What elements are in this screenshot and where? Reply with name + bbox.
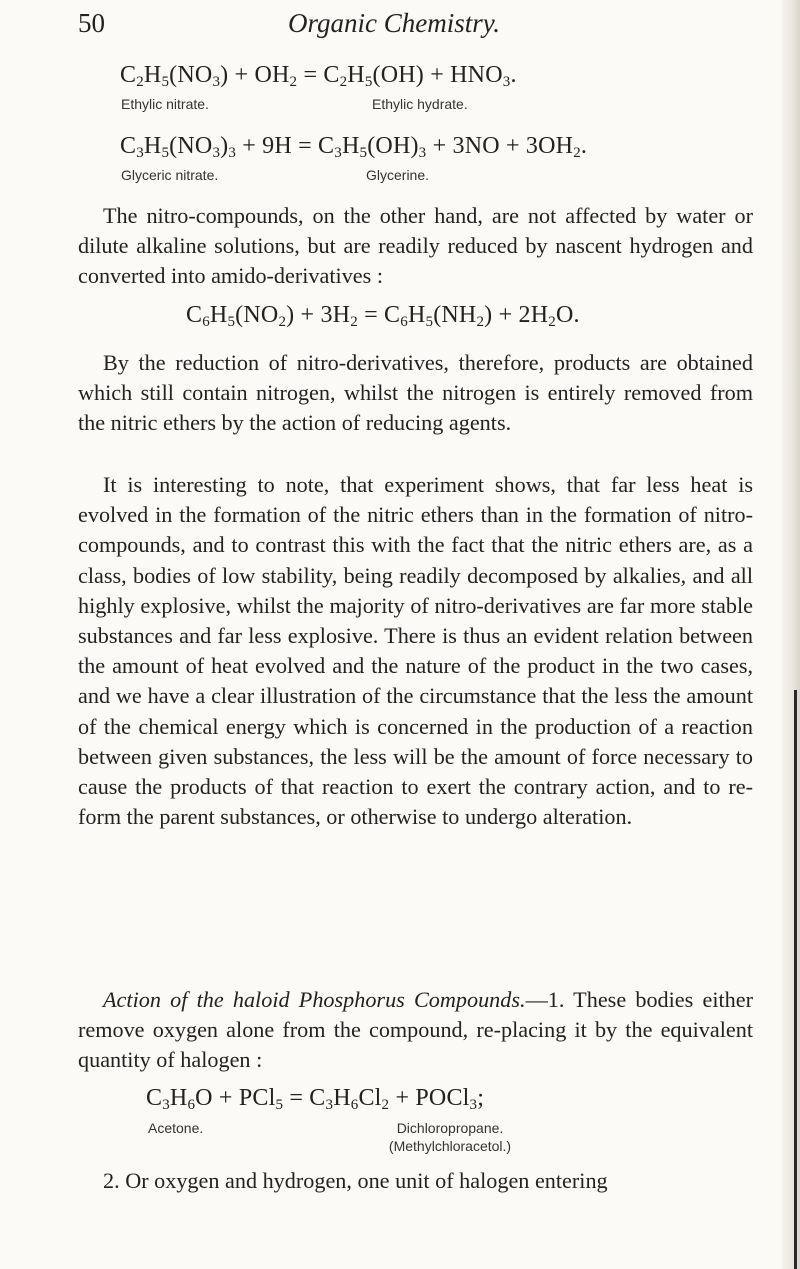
page-edge-shadow (782, 0, 800, 1269)
paragraph-haloid-body: —1. These bodies either remove oxygen alone from the compound, re-placing it by the equivalent quantity of halogen : (78, 987, 753, 1073)
paragraph-heat-evolved: It is interesting to note, that experiment shows, that far less heat is evolved in the formation of the nitric ethers than in the formation of nitro-compounds, and to contrast this with the fact that the nitric ethers are, as a class, bodies of low stability, being readily decomposed by alkalies, and all highly explosive, whilst the majority of nitro-derivatives are far more stable substances and far less explosive. There is thus an evident relation between the amount of heat evolved and the nature of the product in the two cases, and we have a clear illustration of the circumstance that the less the amount of the chemical energy which is concerned in the production of a reaction between given substances, the less will be the amount of force necessary to cause the products of that reaction to exert the contrary action, and to re-form the parent substances, or otherwise to undergo alteration. (78, 472, 753, 830)
page-header (78, 8, 758, 48)
running-title: Organic Chemistry. (288, 8, 500, 38)
caption-acetone: Acetone. (148, 1120, 204, 1136)
caption-methylchloracetol: (Methylchloracetol.) (388, 1138, 512, 1154)
page-number: 50 (78, 8, 105, 38)
caption-glyceric-nitrate: Glyceric nitrate. (121, 167, 219, 183)
equation-ethylic-nitrate: $C_2H_5(NO_3) + OH_2 = C_2H_5(OH) + HNO_3$. (120, 62, 517, 90)
equation-nitrobenzene-reduction: $C_6H_5(NO_2) + 3H_2 = C_6H_5(NH_2) + 2H_2O$. (186, 302, 580, 330)
caption-glycerine: Glycerine. (366, 167, 430, 183)
page-edge-binding (794, 690, 797, 1269)
equation-glyceric-nitrate: $C_3H_5(NO_3)_3 + 9H = C_3H_5(OH)_3 + 3NO + 3OH_2$. (120, 133, 588, 161)
paragraph-nitro-compounds: The nitro-compounds, on the other hand, are not affected by water or dilute alkaline solutions, but are readily reduced by nascent hydrogen and converted into amido-derivatives : (78, 203, 753, 289)
section-heading-haloid-phosphorus: Action of the haloid Phosphorus Compounds. (103, 987, 526, 1012)
paragraph-haloid-phosphorus (78, 985, 753, 1076)
paragraph-reduction: By the reduction of nitro-derivatives, therefore, products are obtained which still contain nitrogen, whilst the nitrogen is entirely removed from the nitric ethers by the action of reducing agents. (78, 350, 753, 436)
paragraph-oxygen-hydrogen: 2. Or oxygen and hydrogen, one unit of halogen entering (103, 1168, 608, 1193)
caption-ethylic-hydrate: Ethylic hydrate. (372, 96, 468, 112)
caption-dichloropropane: Dichloropropane. (396, 1120, 504, 1136)
equation-acetone-pcl5: $C_3H_6O + PCl_5 = C_3H_6Cl_2$ + POCl$_3$; (146, 1085, 485, 1113)
caption-ethylic-nitrate: Ethylic nitrate. (121, 96, 209, 112)
